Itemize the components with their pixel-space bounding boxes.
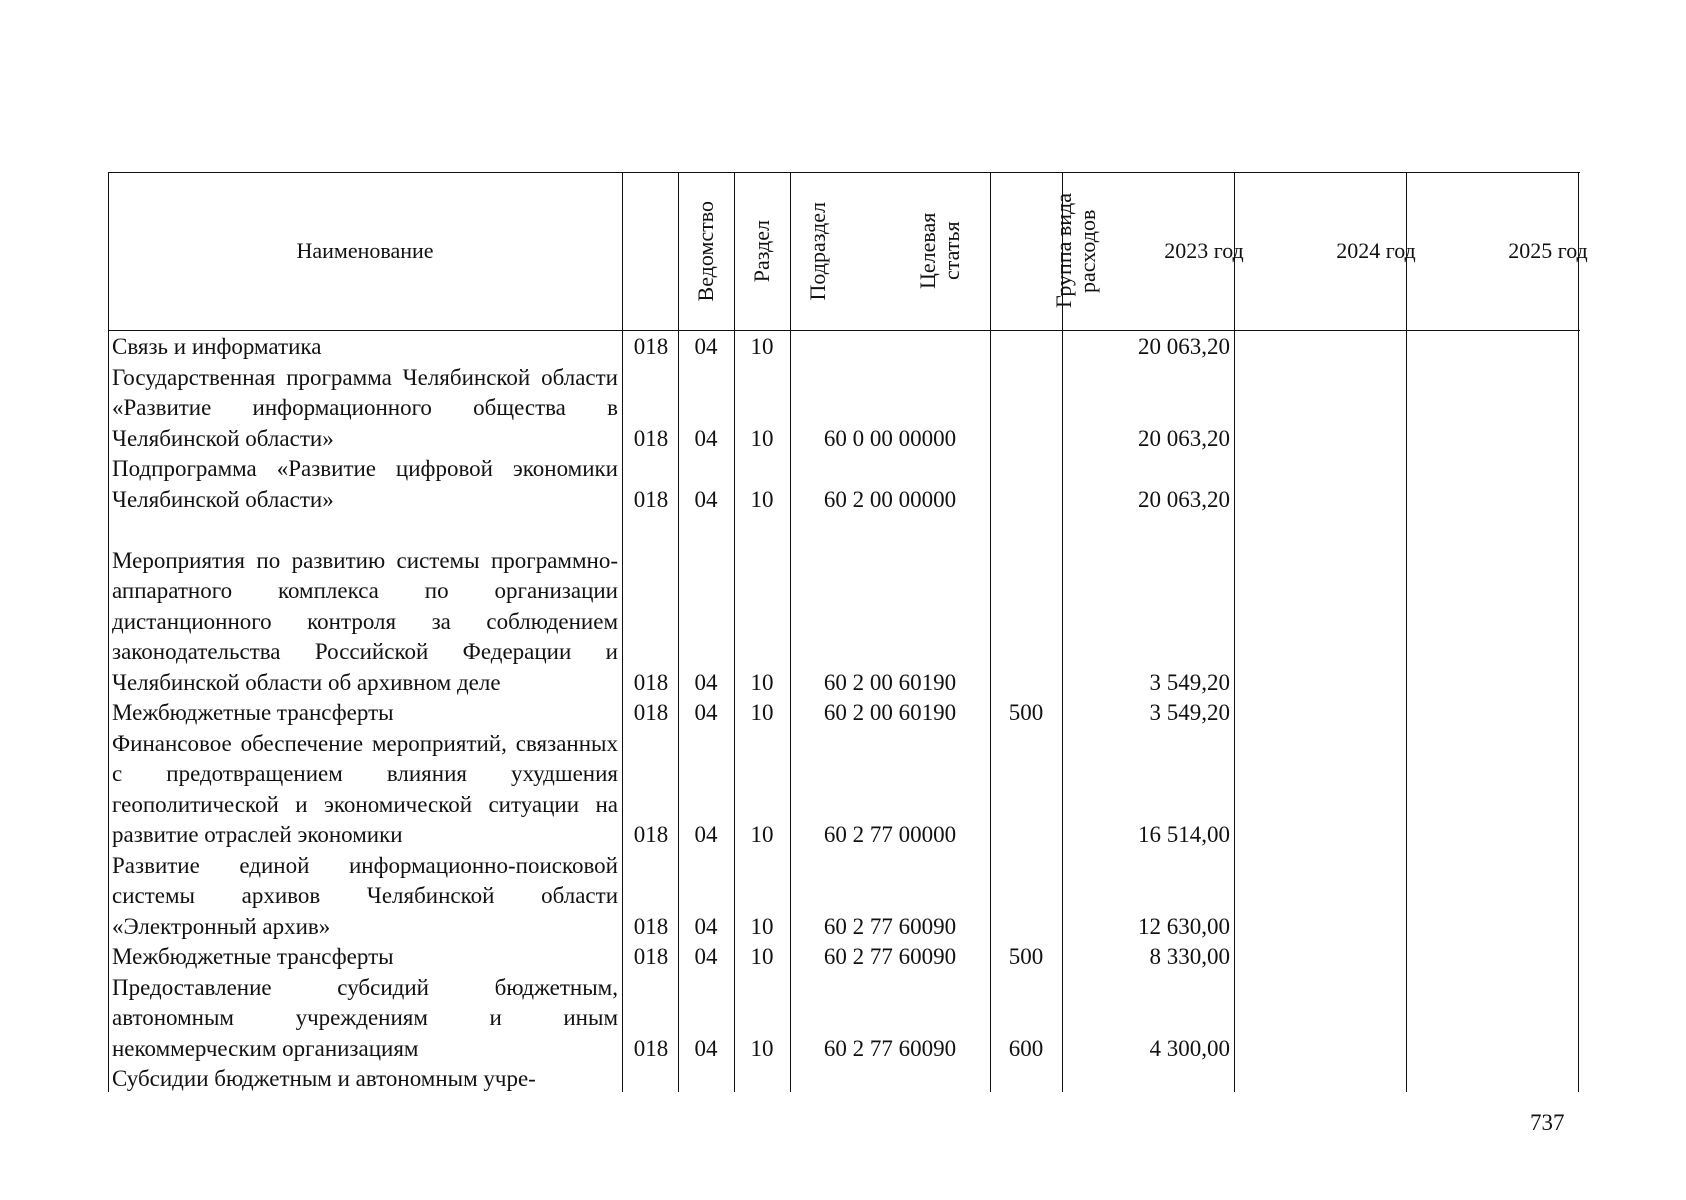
row-name: Субсидии бюджетным и автономным учре- [112, 1066, 536, 1091]
table-row [108, 332, 1580, 363]
row-name: Мероприятия по развитию системы программно-аппаратного комплекса по организации дистанционного контроля за соблюдением законодательства Российской Федерации и Челябинской области об архивном деле [112, 547, 618, 695]
row-section: 04 [694, 334, 718, 359]
header-group [1046, 172, 1118, 330]
row-dept: 018 [633, 700, 669, 725]
row-group: 600 [1008, 1035, 1044, 1061]
row-subsection: 10 [750, 913, 774, 939]
row-2023: 20 063,20 [1138, 425, 1230, 451]
row-dept: 018 [633, 334, 669, 359]
row-2023: 12 630,00 [1138, 913, 1230, 939]
row-dept: 018 [633, 425, 669, 451]
table-row [108, 942, 1580, 973]
table-row [108, 363, 1580, 455]
row-subsection: 10 [750, 700, 774, 725]
row-section: 04 [694, 822, 718, 847]
page-number: 737 [1530, 1110, 1565, 1135]
row-subsection: 10 [750, 425, 774, 451]
row-target: 60 2 00 00000 [823, 486, 957, 512]
header-group-label: Группа вида расходов [1051, 193, 1100, 309]
row-dept: 018 [633, 669, 669, 695]
row-subsection: 10 [750, 669, 774, 695]
row-2023: 20 063,20 [1138, 334, 1230, 359]
header-dept-label: Ведомство [693, 200, 718, 302]
row-group: 500 [1008, 944, 1044, 969]
header-bottom-border [108, 330, 1580, 331]
row-target: 60 2 00 60190 [823, 700, 957, 725]
header-2024-label: 2024 год [1336, 238, 1416, 263]
budget-table [108, 172, 1588, 1092]
header-subsection-label: Подраздел [805, 201, 830, 301]
row-subsection: 10 [750, 486, 774, 512]
row-section: 04 [694, 700, 718, 725]
row-name: Финансовое обеспечение мероприятий, связанных с предотвращением влияния ухудшения геополитической и экономической ситуации на развитие отраслей экономики [112, 730, 618, 847]
row-2023: 16 514,00 [1138, 822, 1230, 847]
row-2023: 20 063,20 [1138, 486, 1230, 512]
header-2023 [1118, 172, 1290, 330]
row-name: Государственная программа Челябинской области «Развитие информационного общества в Челябинской области» [112, 364, 618, 451]
row-dept: 018 [633, 913, 669, 939]
row-name: Связь и информатика [112, 334, 322, 359]
row-name: Развитие единой информационно-поисковой системы архивов Челябинской области «Электронный архив» [112, 852, 618, 939]
row-dept: 018 [633, 486, 669, 512]
table-row [108, 973, 1580, 1065]
row-target: 60 2 77 00000 [823, 822, 957, 847]
row-target: 60 2 77 60090 [823, 1035, 957, 1061]
header-2023-label: 2023 год [1164, 238, 1244, 263]
header-name [108, 172, 622, 330]
header-target [846, 172, 1046, 330]
row-target: 60 0 00 00000 [823, 425, 957, 451]
header-name-label: Наименование [296, 238, 434, 263]
table-row [108, 454, 1580, 515]
row-name: Предоставление субсидий бюджетным, автономным учреждениям и иным некоммерческим организациям [112, 974, 618, 1061]
row-group: 500 [1008, 700, 1044, 725]
table-row [108, 515, 1580, 698]
row-dept: 018 [633, 1035, 669, 1061]
row-dept: 018 [633, 944, 669, 969]
header-2025 [1462, 172, 1634, 330]
row-section: 04 [694, 486, 718, 512]
header-subsection [790, 172, 846, 330]
row-2023: 4 300,00 [1149, 1035, 1230, 1061]
table-row [108, 1064, 1580, 1095]
header-2024 [1290, 172, 1462, 330]
row-2023: 3 549,20 [1149, 669, 1230, 695]
row-subsection: 10 [750, 944, 774, 969]
row-section: 04 [694, 913, 718, 939]
row-dept: 018 [633, 822, 669, 847]
row-subsection: 10 [750, 822, 774, 847]
header-2025-label: 2025 год [1508, 238, 1588, 263]
row-name: Межбюджетные трансферты [112, 700, 394, 725]
row-target: 60 2 77 60090 [823, 913, 957, 939]
row-2023: 8 330,00 [1149, 944, 1230, 969]
row-subsection: 10 [750, 334, 774, 359]
row-section: 04 [694, 425, 718, 451]
table-row [108, 698, 1580, 729]
row-subsection: 10 [750, 1035, 774, 1061]
row-section: 04 [694, 669, 718, 695]
row-name: Подпрограмма «Развитие цифровой экономики Челябинской области» [112, 456, 618, 512]
row-target: 60 2 00 60190 [823, 669, 957, 695]
row-target: 60 2 77 60090 [823, 944, 957, 969]
row-name: Межбюджетные трансферты [112, 944, 394, 969]
header-section-label: Раздел [749, 219, 774, 283]
header-section [734, 172, 790, 330]
header-target-label: Целевая статья [915, 212, 964, 290]
table-row [108, 851, 1580, 943]
row-section: 04 [694, 1035, 718, 1061]
table-row [108, 729, 1580, 851]
row-section: 04 [694, 944, 718, 969]
header-dept [678, 172, 734, 330]
row-2023: 3 549,20 [1149, 700, 1230, 725]
